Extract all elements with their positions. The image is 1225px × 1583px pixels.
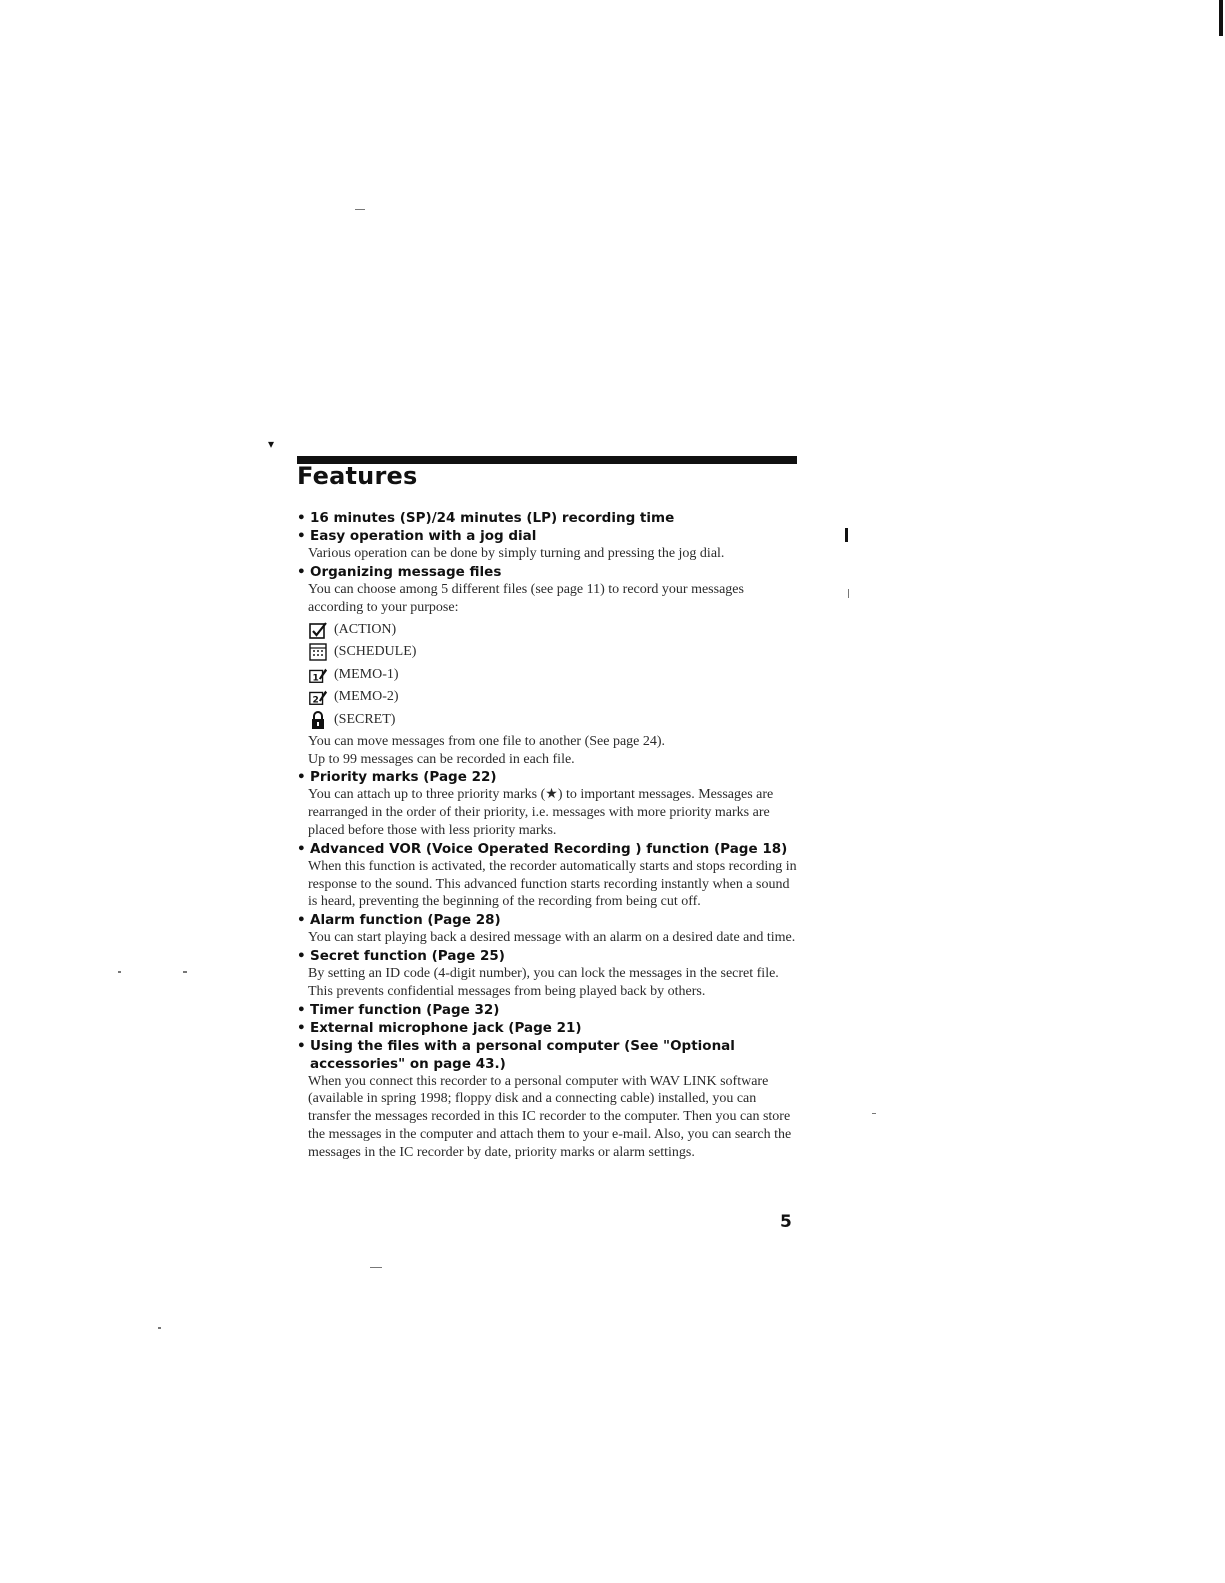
feature-description: You can start playing back a desired message with an alarm on a desired date and time. xyxy=(308,930,796,946)
feature-item xyxy=(297,527,802,563)
feature-item xyxy=(297,947,802,1001)
feature-description: Various operation can be done by simply turning and pressing the jog dial. xyxy=(308,546,725,561)
speck xyxy=(872,1113,876,1114)
memo-2-icon xyxy=(308,687,328,707)
feature-description: When this function is activated, the recorder automatically starts and stops recording in response to the sound. This advanced function starts recording instantly when a sound is heard, preventing the beginning of the recording from being cut off. xyxy=(308,858,797,910)
bullet-icon: • xyxy=(297,1037,306,1054)
feature-title-text: External microphone jack (Page 21) xyxy=(310,1019,582,1036)
action-icon xyxy=(308,620,328,640)
file-item-memo-1 xyxy=(308,663,802,686)
file-label: (SCHEDULE) xyxy=(334,644,417,660)
speck xyxy=(183,971,187,973)
feature-title-text: Timer function (Page 32) xyxy=(310,1001,500,1018)
feature-description: You can choose among 5 different files (see page 11) to record your messages according to your purpose: xyxy=(308,581,744,615)
file-item-secret xyxy=(308,708,802,731)
lock-icon xyxy=(308,710,328,730)
feature-title xyxy=(297,947,802,965)
speck xyxy=(370,1267,382,1268)
feature-title-text: 16 minutes (SP)/24 minutes (LP) recording time xyxy=(310,510,675,526)
speck xyxy=(118,971,121,973)
feature-item xyxy=(297,840,802,911)
features-list xyxy=(297,509,802,1162)
feature-description: When you connect this recorder to a personal computer with WAV LINK software (available in spring 1998; floppy disk and a connecting cable) installed, you can transfer the messages recorded in this IC recorder to the computer. Then you can store the messages in the computer and attach them to your e-mail. Also, you can search the messages in the IC recorder by date, priority marks or alarm settings. xyxy=(308,1073,792,1160)
file-item-action xyxy=(308,618,802,641)
feature-title xyxy=(297,1001,802,1019)
feature-item xyxy=(297,768,802,839)
file-label: (SECRET) xyxy=(334,711,396,727)
feature-title-text: Advanced VOR (Voice Operated Recording ) function (Page 18) xyxy=(310,840,788,857)
feature-item xyxy=(297,911,802,947)
svg-text:2: 2 xyxy=(312,695,319,706)
feature-title-text: Using the files with a personal computer (See "Optional accessories" on page 43.) xyxy=(310,1037,735,1072)
page-number: 5 xyxy=(780,1212,792,1232)
bullet-icon: • xyxy=(297,1001,306,1018)
memo-1-icon xyxy=(308,665,328,685)
speck xyxy=(848,589,849,598)
feature-description: By setting an ID code (4-digit number), you can lock the messages in the secret file. This prevents confidential messages from being played back by others. xyxy=(308,966,779,999)
bullet-icon: • xyxy=(297,1019,306,1036)
page-title: Features xyxy=(297,462,418,490)
file-item-memo-2 xyxy=(308,686,802,709)
file-label: (ACTION) xyxy=(334,621,397,637)
file-item-schedule xyxy=(308,641,802,664)
feature-description: You can move messages from one file to another (See page 24). xyxy=(308,733,666,749)
bullet-icon: • xyxy=(297,563,306,580)
feature-title-text: Organizing message files xyxy=(310,563,502,580)
feature-title-text: Priority marks (Page 22) xyxy=(310,769,497,786)
speck xyxy=(158,1327,161,1329)
svg-text:1: 1 xyxy=(312,673,319,684)
margin-change-bar xyxy=(845,528,848,542)
bullet-icon: • xyxy=(297,769,306,786)
feature-item xyxy=(297,563,802,769)
feature-title-text: Alarm function (Page 28) xyxy=(310,912,501,929)
crop-mark xyxy=(1219,0,1223,36)
feature-title-text: Secret function (Page 25) xyxy=(310,948,505,965)
file-list xyxy=(308,618,802,731)
feature-description: You can attach up to three priority marks (★) to important messages. Messages are rearranged in the order of their priority, i.e. messages with more priority marks are placed before those with less priority marks. xyxy=(308,787,774,839)
schedule-icon xyxy=(308,642,328,662)
feature-title xyxy=(297,840,802,858)
feature-title xyxy=(297,1037,802,1073)
feature-title xyxy=(297,911,802,929)
speck xyxy=(355,209,365,210)
bullet-icon: • xyxy=(297,912,306,929)
feature-title xyxy=(297,768,802,786)
feature-item xyxy=(297,1019,802,1037)
feature-title xyxy=(297,509,802,527)
bullet-icon: • xyxy=(297,948,306,965)
bullet-icon: • xyxy=(297,840,306,857)
registration-mark: ▾ xyxy=(268,437,275,451)
feature-title xyxy=(297,1019,802,1037)
file-label: (MEMO-2) xyxy=(334,689,399,705)
feature-title-text: Easy operation with a jog dial xyxy=(310,528,537,544)
feature-description: Up to 99 messages can be recorded in each file. xyxy=(308,751,575,767)
feature-title xyxy=(297,527,802,545)
feature-title xyxy=(297,563,802,581)
feature-item xyxy=(297,1037,802,1162)
feature-item xyxy=(297,1001,802,1019)
feature-item xyxy=(297,509,802,527)
bullet-icon: • xyxy=(297,510,306,526)
file-label: (MEMO-1) xyxy=(334,666,399,682)
bullet-icon: • xyxy=(297,528,306,544)
